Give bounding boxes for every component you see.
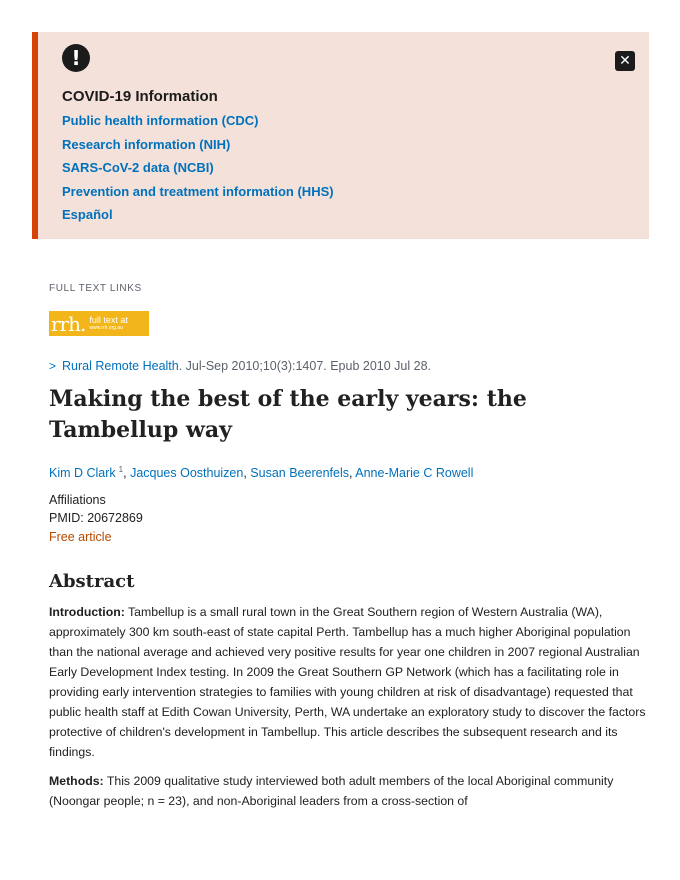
link-hhs[interactable]: Prevention and treatment information (HHS) — [62, 183, 334, 199]
article-title: Making the best of the early years: the Tambellup way — [49, 386, 527, 443]
section-label: Methods: — [49, 774, 104, 789]
journal-link[interactable]: Rural Remote Health — [62, 359, 179, 373]
alert-link-list — [62, 109, 625, 227]
full-text-links-label: FULL TEXT LINKS — [49, 283, 142, 294]
author-link[interactable]: Kim D Clark — [49, 466, 116, 481]
affiliation-marker[interactable]: 1 — [118, 465, 124, 474]
author-link[interactable]: Anne-Marie C Rowell — [355, 466, 474, 481]
chevron-right-icon: > — [49, 359, 57, 373]
link-nih[interactable]: Research information (NIH) — [62, 136, 231, 152]
pmid: PMID: 20672869 — [49, 511, 143, 526]
author-list: Kim D Clark $^1$, Jacques Oosthuizen, Susan Beerenfels, Anne-Marie C Rowell — [49, 465, 474, 481]
section-text: This 2009 qualitative study interviewed both adult members of the local Aboriginal community (Noongar people; n = 23), and non-Aboriginal leaders from a cross-section of — [49, 774, 614, 809]
link-ncbi[interactable]: SARS-CoV-2 data (NCBI) — [62, 160, 214, 175]
rrh-logo-tagline: full text at www.rrh.org.au — [89, 314, 128, 331]
close-icon[interactable]: ✕ — [615, 51, 635, 71]
affiliations-toggle[interactable]: Affiliations — [49, 493, 106, 508]
section-text: Tambellup is a small rural town in the Great Southern region of Western Australia (WA), approximately 300 km south-east of state capital Perth. Tambellup has a much higher Aboriginal population than the national average and achieved very positive results for year one children in 2007 regional Australian Early Development Index testing. In 2009 the Great Southern GP Network (which has a facilitating role in providing early intervention strategies to families with young children at risk of disadvantage) requested that public health staff at Edith Cowan University, Perth, WA undertake an exploratory study to discover the factors protective of children's development in Tambellup. This article describes the subsequent research and its findings. — [49, 605, 646, 760]
citation-details: . Jul-Sep 2010;10(3):1407. Epub 2010 Jul 28. — [178, 359, 431, 373]
exclamation-icon: ! — [62, 44, 90, 72]
rrh-logo-text: rrh. — [51, 311, 86, 336]
link-espanol[interactable]: Español — [62, 207, 113, 222]
abstract-introduction — [49, 602, 649, 762]
author-link[interactable]: Susan Beerenfels — [250, 466, 349, 481]
covid-alert-banner — [32, 32, 649, 239]
author-link[interactable]: Jacques Oosthuizen — [130, 466, 244, 481]
section-label: Introduction: — [49, 605, 125, 620]
link-cdc[interactable]: Public health information (CDC) — [62, 113, 259, 128]
citation — [49, 359, 649, 373]
free-article-badge: Free article — [49, 530, 112, 545]
article-content — [49, 283, 649, 811]
article-meta — [49, 491, 649, 527]
abstract-methods — [49, 771, 649, 811]
abstract-heading: Abstract — [49, 571, 135, 593]
rrh-full-text-link[interactable] — [49, 311, 149, 336]
alert-title: COVID-19 Information — [62, 88, 218, 105]
